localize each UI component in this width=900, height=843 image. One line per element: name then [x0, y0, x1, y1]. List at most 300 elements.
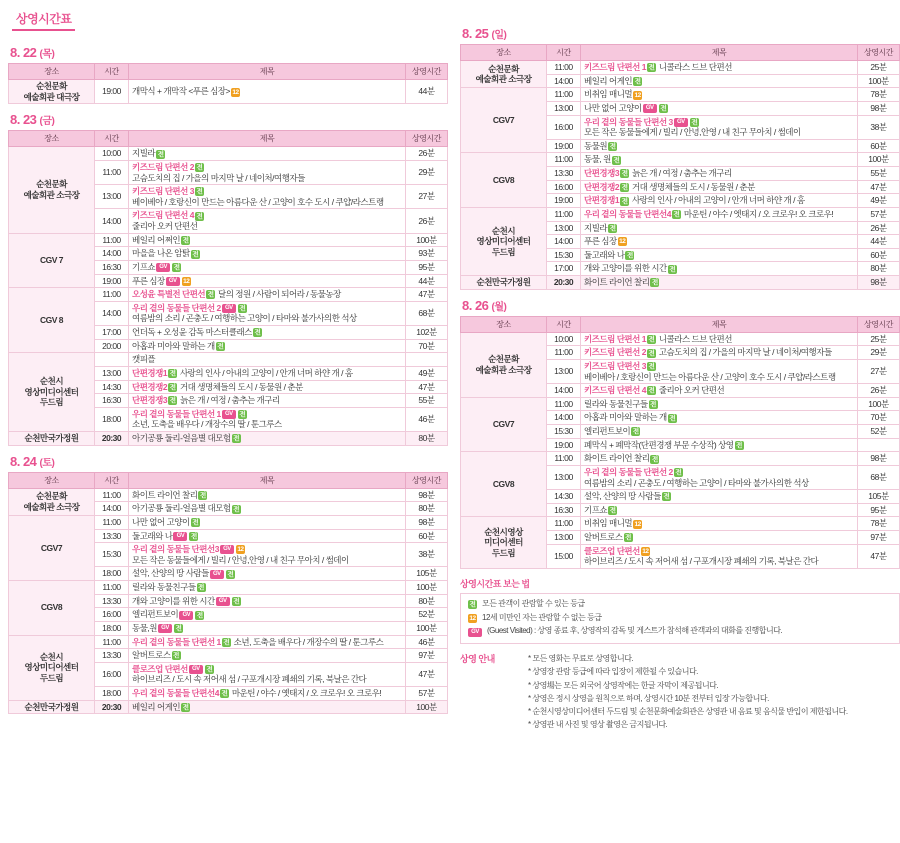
film-title-cell: 화이트 라이언 찰리 전	[129, 488, 406, 502]
table-row	[9, 515, 448, 529]
rating-all-icon: 전	[157, 150, 164, 158]
film-title-cell: 릴라와 동물친구들 전	[581, 397, 858, 411]
legend-title: 상영시간표 보는 법	[460, 578, 530, 589]
rating-all-icon: 전	[673, 211, 680, 219]
time-cell: 16:00	[95, 608, 129, 622]
rating-all-icon: 전	[221, 690, 228, 698]
film-title-cell: 단편경쟁2 전 거대 생명체들의 도시 / 동물원 / 춘분	[581, 180, 858, 194]
venue-cell: 순천시 영상미디어센터 두드림	[9, 635, 95, 700]
runtime-cell: 100분	[406, 700, 448, 714]
table-row-footer	[9, 700, 448, 714]
runtime-cell: 100분	[858, 153, 900, 167]
rating-all-icon: 전	[663, 493, 670, 501]
runtime-cell: 55분	[858, 167, 900, 181]
film-title-cell: 우리 곁의 동물들 단편선4 전 마운틴 / 야수 / 엣태지 / 오 크로우! 오 크로우!	[581, 207, 858, 221]
rating-all-icon: 전	[169, 370, 176, 378]
column-header: 장소	[461, 316, 547, 332]
column-header: 상영시간	[406, 64, 448, 80]
rating-12-icon: 12	[232, 88, 239, 96]
time-cell: 14:00	[95, 301, 129, 325]
time-cell: 20:30	[547, 276, 581, 290]
runtime-cell: 80분	[406, 594, 448, 608]
time-cell: 11:00	[95, 160, 129, 184]
runtime-cell: 68분	[406, 301, 448, 325]
gv-icon: GV	[222, 304, 236, 313]
rating-all-icon: 전	[609, 143, 616, 150]
film-title-cell: 우리 곁의 동물들 단편선4 전 마운틴 / 야수 / 옛태지 / 오 크로우! 오 크로우!	[129, 687, 406, 701]
legend-item	[467, 612, 893, 626]
time-cell: 13:00	[95, 366, 129, 380]
film-title-cell: 개와 고양이를 위한 시간 전	[581, 262, 858, 276]
venue-cell: 순천문화 예술회관 소극장	[9, 488, 95, 515]
runtime-cell: 78분	[858, 88, 900, 102]
runtime-cell: 26분	[406, 209, 448, 233]
notice-item: * 상영장 관람 등급에 따라 입장이 제한될 수 있습니다.	[528, 667, 698, 677]
time-cell: 13:00	[95, 185, 129, 209]
runtime-cell: 26분	[858, 384, 900, 398]
schedule-table	[460, 316, 900, 569]
time-cell: 13:30	[95, 529, 129, 543]
time-cell: 18:00	[95, 407, 129, 431]
film-title-cell: 개막식 + 개막작 <푸른 심장> 12	[129, 80, 406, 104]
table-row	[9, 80, 448, 104]
rating-all-icon: 전	[652, 279, 658, 287]
venue-cell: 순천만국가정원	[461, 276, 547, 290]
column-header: 상영시간	[858, 45, 900, 61]
right-column	[460, 0, 900, 731]
notice-section	[460, 652, 900, 731]
column-header: 장소	[461, 45, 547, 61]
notice-item: * 모든 영화는 무료로 상영합니다.	[528, 654, 634, 664]
film-title-cell: 키즈드림 단편선 3 전 베이베아 / 호랑신이 만드는 아름다운 산 / 고양이 호수 도시 / 쿠얍/라스트랭	[129, 185, 406, 209]
film-title-cell: 화이트 라이언 찰리 전	[581, 276, 858, 290]
runtime-cell: 100분	[858, 397, 900, 411]
rating-all-icon: 전	[660, 105, 667, 113]
rating-all-icon: 전	[736, 441, 742, 449]
rating-12-icon: 12	[469, 615, 476, 623]
runtime-cell: 98분	[858, 452, 900, 466]
runtime-cell: 47분	[406, 380, 448, 394]
film-title-cell: 베일리 어게인 전	[581, 74, 858, 88]
rating-all-icon: 전	[632, 428, 639, 436]
time-cell: 18:00	[95, 621, 129, 635]
film-title-cell: 언더독 + 오성윤 감독 마스터클래스 전	[129, 326, 406, 340]
runtime-cell: 60분	[858, 248, 900, 262]
rating-all-icon: 전	[192, 250, 199, 258]
venue-cell: CGV8	[9, 581, 95, 636]
venue-cell: CGV8	[461, 452, 547, 517]
runtime-cell	[858, 438, 900, 452]
film-title-cell: 기프쇼 GV 전	[129, 260, 406, 274]
runtime-cell: 46분	[406, 635, 448, 649]
gv-icon: GV	[674, 118, 688, 127]
gv-icon: GV	[643, 104, 657, 113]
table-row	[461, 207, 900, 221]
rating-12-icon: 12	[619, 238, 626, 246]
rating-all-icon: 전	[648, 363, 655, 371]
gv-icon: GV	[210, 570, 224, 579]
schedule-table	[460, 44, 900, 290]
venue-cell: 순천시영상 미디어센터 두드림	[461, 517, 547, 569]
time-cell: 20:30	[95, 700, 129, 714]
time-cell: 11:00	[547, 346, 581, 360]
rating-all-icon: 전	[223, 638, 230, 646]
runtime-cell: 57분	[858, 207, 900, 221]
runtime-cell: 52분	[858, 425, 900, 439]
column-header: 시간	[547, 45, 581, 61]
time-cell: 11:00	[547, 88, 581, 102]
runtime-cell: 70분	[858, 411, 900, 425]
film-title-cell: 키즈드림 단편선 3 전 베이베아 / 호랑신이 만드는 아름다운 산 / 고양이 호수 도시 / 쿠얍/라스트랭	[581, 359, 858, 383]
runtime-cell: 47분	[406, 662, 448, 686]
column-header: 장소	[9, 472, 95, 488]
column-header: 제목	[581, 45, 858, 61]
runtime-cell: 47분	[406, 288, 448, 302]
runtime-cell: 98분	[858, 276, 900, 290]
time-cell: 18:00	[95, 567, 129, 581]
film-title-cell: 단편경쟁2 전 거대 생명체들의 도시 / 동물원 / 춘분	[129, 380, 406, 394]
time-cell: 11:00	[547, 517, 581, 531]
column-header: 상영시간	[858, 316, 900, 332]
film-title-cell: 캣피플	[129, 353, 406, 367]
film-title-cell: 설악, 산양의 땅 사람들 GV 전	[129, 567, 406, 581]
time-cell: 14:00	[547, 384, 581, 398]
time-cell: 11:00	[547, 61, 581, 75]
film-title-cell: 알버트로스 전	[581, 531, 858, 545]
runtime-cell: 97분	[406, 649, 448, 663]
film-title-cell: 아기공룡 둘리-얼음별 대모험 전	[129, 502, 406, 516]
film-title-cell: 우리 곁의 동물들 단편선 2 전 여름밤의 소리 / 곤충도 / 여행하는 고양이 / 타마와 불가사의한 석상	[581, 465, 858, 489]
notice-list	[528, 652, 848, 731]
film-title-cell: 엘리펀트보이 전	[581, 425, 858, 439]
rating-12-icon: 12	[237, 546, 244, 554]
runtime-cell: 60분	[406, 529, 448, 543]
runtime-cell: 49분	[858, 194, 900, 208]
venue-cell: CGV 7	[9, 233, 95, 288]
film-title-cell: 나만 없어 고양이 전	[129, 515, 406, 529]
film-title-cell: 엘리펀트보이 GV 전	[129, 608, 406, 622]
runtime-cell: 95분	[406, 260, 448, 274]
rating-12-icon: 12	[183, 277, 190, 285]
column-header: 제목	[581, 316, 858, 332]
time-cell: 14:00	[547, 235, 581, 249]
film-title-cell: 단편경쟁1 전 사랑의 인사 / 아내의 고양이 / 안개 너머 하얀 개 / 홈	[129, 366, 406, 380]
table-row	[9, 288, 448, 302]
film-title-cell: 지빌라 전	[129, 147, 406, 161]
runtime-cell: 105분	[858, 490, 900, 504]
time-cell: 13:00	[547, 101, 581, 115]
runtime-cell	[406, 353, 448, 367]
table-row	[9, 581, 448, 595]
runtime-cell: 25분	[858, 61, 900, 75]
runtime-cell: 29분	[858, 346, 900, 360]
rating-all-icon: 전	[173, 264, 180, 272]
film-title-cell: 우리 곁의 동물들 단편선 1 GV 전 소년, 도축을 배우다 / 개장수의 딸 / 툰그루스	[129, 407, 406, 431]
table-row	[9, 353, 448, 367]
column-header: 제목	[129, 64, 406, 80]
table-row	[9, 147, 448, 161]
time-cell: 15:30	[547, 248, 581, 262]
film-title-cell: 우리 곁의 동물들 단편선 3 GV 전 모든 작은 동물들에게 / 빌리 / 안녕,안영 / 내 친구 무아치 / 썸데이	[581, 115, 858, 139]
rating-all-icon: 전	[182, 703, 189, 711]
rating-all-icon: 전	[634, 77, 641, 85]
column-header: 장소	[9, 131, 95, 147]
table-row	[461, 61, 900, 75]
time-cell: 19:00	[547, 194, 581, 208]
time-cell: 20:00	[95, 339, 129, 353]
column-header: 시간	[95, 64, 129, 80]
time-cell: 15:30	[547, 425, 581, 439]
rating-all-icon: 전	[669, 414, 676, 422]
film-title-cell: 우리 곁의 동물들 단편선3 GV 12 모든 작은 동물들에게 / 빌리 / 안녕,안영 / 내 친구 무아치 / 썸데이	[129, 543, 406, 567]
table-row-footer	[9, 432, 448, 446]
time-cell: 14:00	[95, 502, 129, 516]
rating-all-icon: 전	[621, 197, 628, 205]
runtime-cell: 26분	[858, 221, 900, 235]
runtime-cell: 80분	[406, 432, 448, 446]
time-cell: 18:00	[95, 687, 129, 701]
film-title-cell: 푸른 심장 GV 12	[129, 274, 406, 288]
runtime-cell: 98분	[406, 488, 448, 502]
runtime-cell: 97분	[858, 531, 900, 545]
runtime-cell: 100분	[406, 621, 448, 635]
time-cell: 16:30	[95, 394, 129, 408]
film-title-cell: 키즈드림 단편선 2 전 고슴도치의 집 / 가을의 마지막 날 / 네이처/여행자들	[129, 160, 406, 184]
rating-all-icon: 전	[627, 252, 633, 259]
schedule-table	[8, 130, 448, 445]
rating-all-icon: 전	[217, 342, 224, 350]
rating-all-icon: 전	[196, 188, 203, 196]
gv-icon: GV	[189, 665, 203, 674]
runtime-cell: 68분	[858, 465, 900, 489]
runtime-cell: 102분	[406, 326, 448, 340]
runtime-cell: 57분	[406, 687, 448, 701]
film-title-cell: 키즈드림 단편선 1 전 니콜라스 드브 단편선	[581, 332, 858, 346]
film-title-cell: 우리 곁의 동물들 단편선 2 GV 전 여름밤의 소리 / 곤충도 / 여행하는 고양이 / 타마와 불가사의한 석상	[129, 301, 406, 325]
column-header: 제목	[129, 131, 406, 147]
notice-item: * 상영관 내 사진 및 영상 촬영은 금지됩니다.	[528, 720, 668, 730]
gv-icon: GV	[468, 628, 482, 637]
venue-cell: 순천문화 예술회관 소극장	[461, 61, 547, 88]
day-heading: 8. 25 (일)	[462, 26, 507, 41]
time-cell: 11:00	[95, 488, 129, 502]
gv-icon: GV	[220, 545, 234, 554]
gv-icon: GV	[166, 277, 180, 286]
rating-all-icon: 전	[691, 118, 698, 126]
time-cell: 13:30	[95, 649, 129, 663]
time-cell	[95, 353, 129, 367]
rating-all-icon: 전	[239, 411, 246, 418]
time-cell: 15:00	[547, 544, 581, 568]
rating-all-icon: 전	[675, 469, 682, 477]
film-title-cell: 알버트로스 전	[129, 649, 406, 663]
day-heading: 8. 22 (목)	[10, 45, 55, 60]
film-title-cell: 화이트 라이언 찰리 전	[581, 452, 858, 466]
time-cell: 14:30	[547, 490, 581, 504]
runtime-cell: 38분	[858, 115, 900, 139]
notice-item: * 상영은 정시 상영을 원칙으로 하며, 상영시간 10분 전부터 입장 가능합니다.	[528, 693, 769, 703]
runtime-cell: 95분	[858, 503, 900, 517]
rating-all-icon: 전	[169, 383, 176, 391]
time-cell: 11:00	[547, 207, 581, 221]
runtime-cell: 46분	[406, 407, 448, 431]
film-title-cell: 베일리 어쩌인 전	[129, 233, 406, 247]
rating-all-icon: 전	[196, 164, 203, 172]
runtime-cell: 44분	[858, 235, 900, 249]
time-cell: 13:30	[547, 167, 581, 181]
table-row	[461, 452, 900, 466]
film-title-cell: 단편경쟁3 전 늙은 개 / 여정 / 춤추는 개구리	[581, 167, 858, 181]
rating-all-icon: 전	[233, 435, 239, 443]
legend-item-text: 모든 관객이 관람할 수 있는 등급	[482, 598, 585, 608]
rating-all-icon: 전	[669, 265, 676, 273]
runtime-cell: 52분	[406, 608, 448, 622]
gv-icon: GV	[179, 611, 193, 620]
table-row	[9, 635, 448, 649]
rating-all-icon: 전	[625, 534, 631, 542]
runtime-cell: 80분	[858, 262, 900, 276]
rating-all-icon: 전	[239, 305, 246, 312]
gv-icon: GV	[216, 597, 230, 606]
legend-item-text: 12세 미만인 자는 관람할 수 없는 등급	[482, 612, 602, 622]
film-title-cell: 둘고래와 나 전	[581, 248, 858, 262]
rating-all-icon: 전	[650, 401, 656, 408]
gv-icon: GV	[173, 532, 187, 541]
legend-item	[467, 598, 893, 612]
rating-all-icon: 전	[648, 335, 655, 343]
column-header: 시간	[547, 316, 581, 332]
time-cell: 16:00	[547, 180, 581, 194]
table-row	[461, 88, 900, 102]
time-cell: 19:00	[95, 274, 129, 288]
venue-cell: 순천시 영상미디어센터 두드림	[461, 207, 547, 275]
table-row-footer	[461, 276, 900, 290]
venue-cell: 순천문화 예술회관 소극장	[461, 332, 547, 397]
film-title-cell: 키즈드림 단편선 2 전 고슴도치의 집 / 가을의 마지막 날 / 네이처/여행자들	[581, 346, 858, 360]
film-title-cell: 아홉과 미아와 말하는 개 전	[129, 339, 406, 353]
page-title: 상영시간표	[12, 10, 75, 31]
runtime-cell: 44분	[406, 80, 448, 104]
legend-section	[460, 577, 900, 644]
runtime-cell: 105분	[406, 567, 448, 581]
film-title-cell: 폐막식 + 폐막작(단편경쟁 부문 수상작) 상영 전	[581, 438, 858, 452]
legend-item	[467, 625, 893, 639]
legend-item-text: (Guest Visited) : 상영 종료 후, 상영작의 감독 및 게스트가 참석해 관객과의 대화를 진행합니다.	[487, 626, 783, 636]
film-title-cell: 키즈드림 단편선 1 전 니콜라스 드브 단편선	[581, 61, 858, 75]
time-cell: 19:00	[547, 139, 581, 153]
time-cell: 11:00	[547, 153, 581, 167]
column-header: 상영시간	[406, 131, 448, 147]
film-title-cell: 릴라와 동물친구들 전	[129, 581, 406, 595]
film-title-cell: 지빌라 전	[581, 221, 858, 235]
time-cell: 16:00	[95, 662, 129, 686]
rating-all-icon: 전	[233, 505, 239, 513]
runtime-cell: 78분	[858, 517, 900, 531]
film-title-cell: 마을을 나온 암탉 전	[129, 247, 406, 261]
venue-cell: CGV7	[461, 397, 547, 452]
runtime-cell: 98분	[858, 101, 900, 115]
film-title-cell: 동물,원 GV 전	[129, 621, 406, 635]
rating-all-icon: 전	[609, 507, 616, 514]
film-title-cell: 아기공룡 둘리-얼음별 대모험 전	[129, 432, 406, 446]
time-cell: 11:00	[95, 233, 129, 247]
time-cell: 13:00	[547, 359, 581, 383]
rating-all-icon: 전	[173, 652, 179, 660]
venue-cell: 순천만국가정원	[9, 432, 95, 446]
time-cell: 11:00	[547, 397, 581, 411]
runtime-cell: 100분	[858, 74, 900, 88]
film-title-cell: 비취임 매니멀 12	[581, 88, 858, 102]
rating-all-icon: 전	[196, 611, 203, 619]
runtime-cell: 49분	[406, 366, 448, 380]
schedule-table	[8, 472, 448, 715]
film-title-cell: 아홉과 미아와 말하는 개 전	[581, 411, 858, 425]
film-title-cell: 베일리 어게인 전	[129, 700, 406, 714]
time-cell: 10:00	[95, 147, 129, 161]
time-cell: 17:00	[547, 262, 581, 276]
day-heading: 8. 23 (금)	[10, 112, 55, 128]
table-row	[461, 332, 900, 346]
time-cell: 11:00	[547, 452, 581, 466]
film-title-cell: 클로즈업 단편선 GV 전 하이브리즈 / 도시 속 저어새 섬 / 구포개시장 폐쇄의 기록, 북날은 간다	[129, 662, 406, 686]
gv-icon: GV	[158, 624, 172, 633]
film-title-cell: 설악, 산양의 땅 사람들 전	[581, 490, 858, 504]
gv-icon: GV	[156, 263, 170, 272]
venue-cell: 순천시 영상미디어센터 두드림	[9, 353, 95, 432]
runtime-cell: 93분	[406, 247, 448, 261]
day-heading: 8. 24 (토)	[10, 453, 55, 469]
time-cell: 14:00	[547, 411, 581, 425]
rating-12-icon: 12	[634, 520, 641, 528]
time-cell: 14:30	[95, 380, 129, 394]
runtime-cell: 44분	[406, 274, 448, 288]
column-header: 제목	[129, 472, 406, 488]
legend-box	[460, 593, 900, 644]
time-cell: 11:00	[95, 515, 129, 529]
time-cell: 13:00	[547, 221, 581, 235]
rating-12-icon: 12	[634, 91, 641, 99]
runtime-cell: 29분	[406, 160, 448, 184]
time-cell: 16:30	[95, 260, 129, 274]
column-header: 시간	[95, 472, 129, 488]
runtime-cell: 38분	[406, 543, 448, 567]
time-cell: 13:00	[547, 531, 581, 545]
column-header: 장소	[9, 64, 95, 80]
time-cell: 17:00	[95, 326, 129, 340]
runtime-cell: 25분	[858, 332, 900, 346]
film-title-cell: 비취임 매니멀 12	[581, 517, 858, 531]
left-column	[8, 0, 448, 714]
day-heading: 8. 26 (월)	[462, 297, 507, 313]
rating-all-icon: 전	[621, 183, 628, 191]
rating-all-icon: 전	[169, 397, 176, 405]
time-cell: 13:00	[547, 465, 581, 489]
rating-all-icon: 전	[206, 666, 213, 673]
runtime-cell: 47분	[858, 544, 900, 568]
table-row	[461, 397, 900, 411]
film-title-cell: 푸른 심장 12	[581, 235, 858, 249]
rating-all-icon: 전	[648, 64, 655, 72]
time-cell: 11:00	[95, 635, 129, 649]
rating-all-icon: 전	[613, 156, 620, 164]
runtime-cell: 98분	[406, 515, 448, 529]
rating-all-icon: 전	[175, 625, 182, 633]
time-cell: 19:00	[95, 80, 129, 104]
time-cell: 16:30	[547, 503, 581, 517]
rating-all-icon: 전	[648, 349, 655, 357]
film-title-cell: 우리 곁의 동물들 단편선 1 전 소년, 도축을 배우다 / 개장수의 딸 / 툰그루스	[129, 635, 406, 649]
venue-cell: CGV7	[9, 515, 95, 580]
